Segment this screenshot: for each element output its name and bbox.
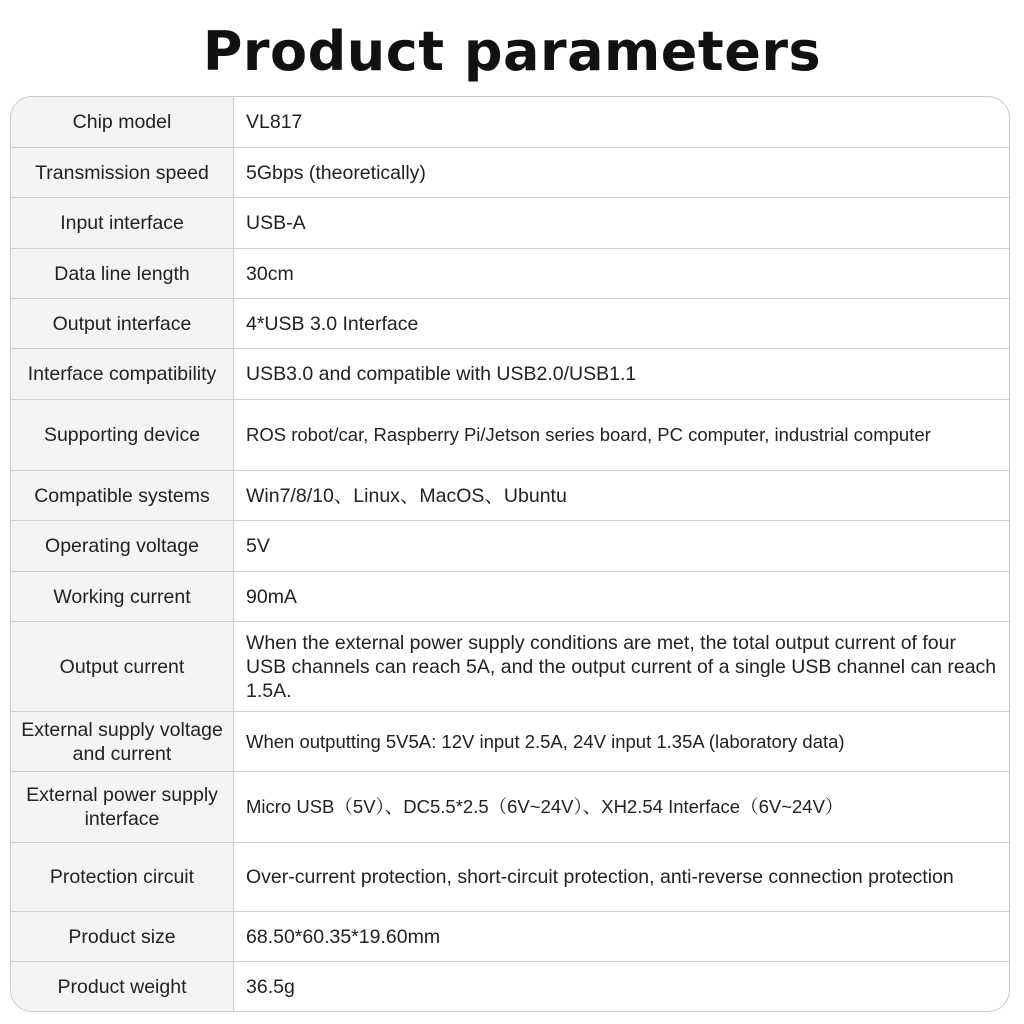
table-row [11,712,1009,772]
table-row [11,962,1009,1011]
param-value: 4*USB 3.0 Interface [246,312,419,335]
param-value: 5Gbps (theoretically) [246,161,426,184]
param-label: Supporting device [11,400,234,470]
table-row [11,471,1009,521]
table-row [11,572,1009,622]
table-row [11,912,1009,962]
parameters-table [10,96,1010,1012]
param-value: Micro USB（5V）、DC5.5*2.5（6V~24V）、XH2.54 Interface（6V~24V） [246,796,844,817]
table-row [11,843,1009,912]
param-value: Over-current protection, short-circuit protection, anti-reverse connection protection [246,866,954,888]
param-value: VL817 [246,111,303,133]
param-label: Product size [11,912,234,961]
param-value: USB3.0 and compatible with USB2.0/USB1.1 [246,363,637,385]
param-value: 30cm [246,262,294,285]
param-label: Chip model [11,97,234,147]
param-value: 5V [246,535,270,557]
param-label: Data line length [11,249,234,298]
table-row [11,198,1009,249]
table-row [11,772,1009,843]
table-row [11,400,1009,471]
param-value: When the external power supply conditions are met, the total output current of four USB channels can reach 5A, and the output current of a single USB channel can reach 1.5A. [246,631,997,702]
param-label: Transmission speed [11,148,234,197]
param-value: When outputting 5V5A: 12V input 2.5A, 24V input 1.35A (laboratory data) [246,730,845,752]
param-value: 90mA [246,585,297,608]
param-label: Output current [11,622,234,711]
table-row [11,97,1009,148]
param-label: External power supply interface [11,772,234,842]
param-label: Operating voltage [11,521,234,571]
table-row [11,148,1009,198]
table-row [11,249,1009,299]
param-value: ROS robot/car, Raspberry Pi/Jetson series board, PC computer, industrial computer [246,424,931,445]
table-row [11,521,1009,572]
param-value: 36.5g [246,975,295,998]
param-value: 68.50*60.35*19.60mm [246,925,441,948]
page-title: Product parameters [202,20,822,83]
param-label: Working current [11,572,234,621]
table-row [11,299,1009,349]
param-value: USB-A [246,212,306,234]
param-label: External supply voltage and current [11,712,234,771]
table-row [11,622,1009,712]
table-row [11,349,1009,400]
param-label: Interface compatibility [11,349,234,399]
param-label: Protection circuit [11,843,234,911]
param-label: Output interface [11,299,234,348]
param-label: Compatible systems [11,471,234,520]
param-label: Product weight [11,962,234,1011]
param-value: Win7/8/10、Linux、MacOS、Ubuntu [246,484,567,507]
param-label: Input interface [11,198,234,248]
